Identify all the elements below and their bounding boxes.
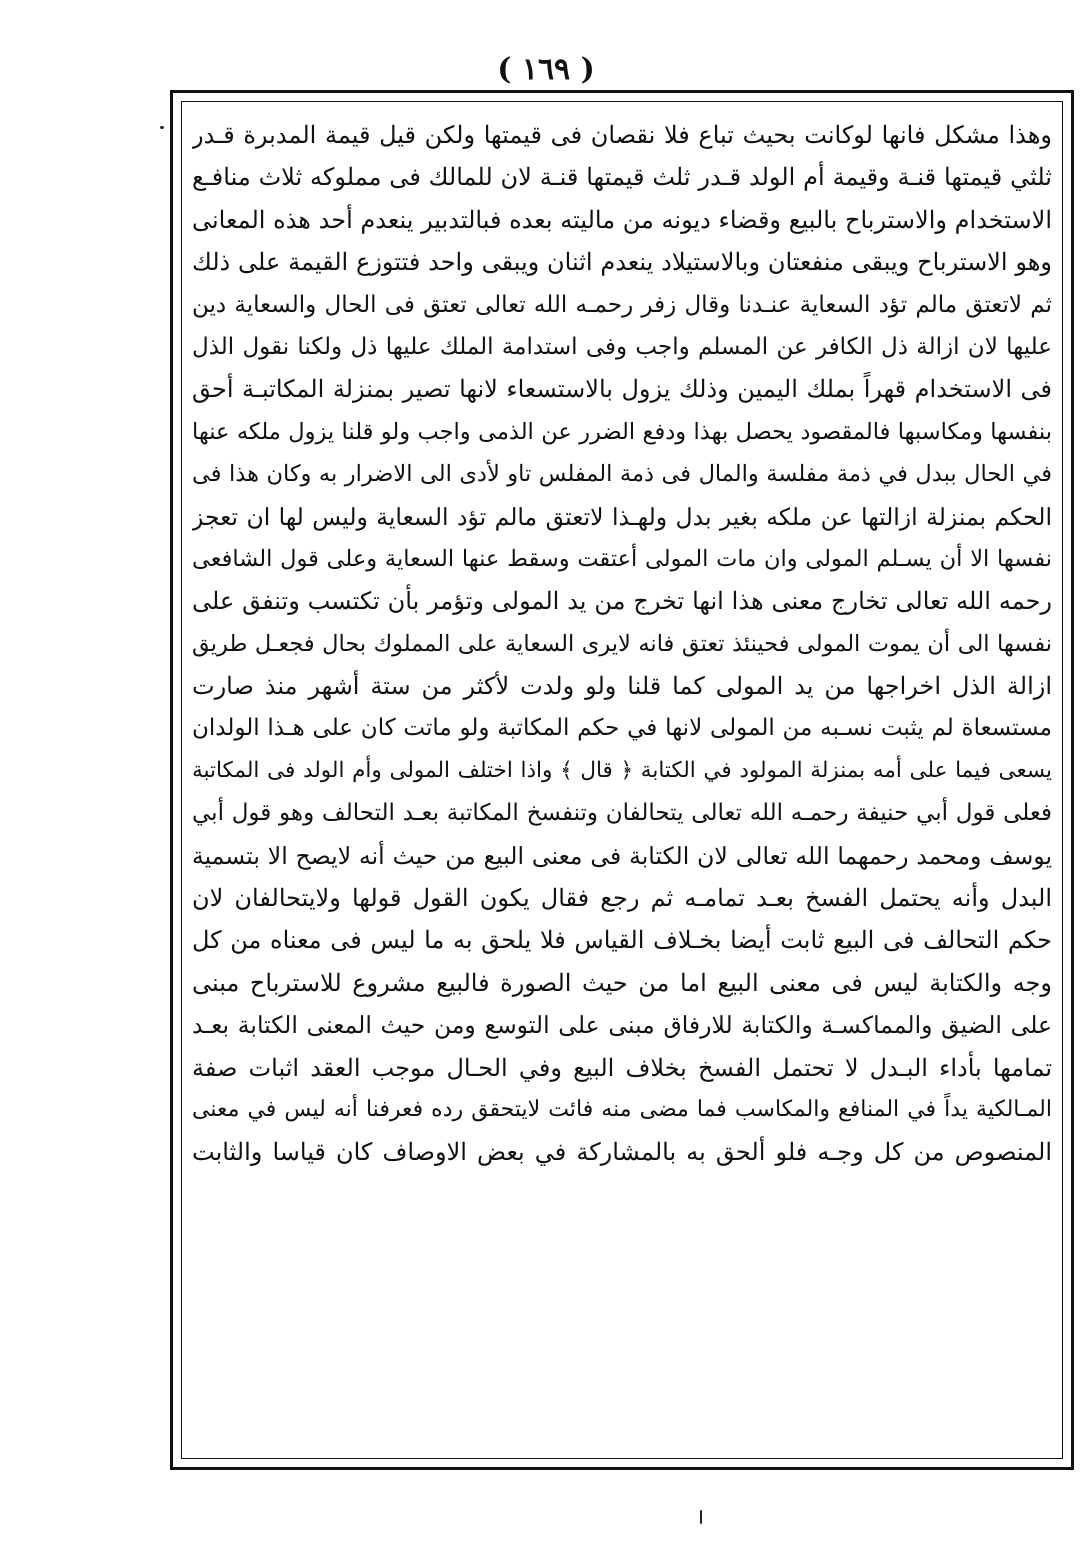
text-line-2: ثلثي قيمتها قنـة وقيمة أم الولد قـدر ثلث قيمتها قنـة لان للمالك فى مملوكه ثلاث منافـع (192, 163, 1052, 192)
text-line-21: وجه والكتابة ليس فى معنى البيع اما من حيث الصورة فالبيع مشروع للاسترباح مبنى (192, 968, 1052, 997)
text-line-11: نفسها الا أن يسـلم المولى وان مات المولى أعتقت وسقط عنها السعاية وعلى قول الشافعى (192, 545, 1052, 572)
text-line-20: حكم التحالف فى البيع ثابت أيضا بخـلاف القياس فلا يلحق به ما ليس فى معناه من كل (192, 926, 1052, 955)
text-line-17: فعلى قول أبي حنيفة رحمـه الله تعالى يتحالفان وتنفسخ المكاتبة بعـد التحالف وهو قول أبي (192, 800, 1052, 827)
body-text (192, 114, 1052, 1174)
text-line-12: رحمه الله تعالى تخارج معنى هذا انها تخرج من يد المولى وتؤمر بأن تكتسب وتنفق على (192, 587, 1052, 616)
text-line-4: وهو الاسترباح ويبقى منفعتان وبالاستيلاد ينعدم اثنان ويبقى واحد فتتوزع القيمة على ذلك (192, 248, 1052, 277)
text-line-3: الاستخدام والاسترباح بالبيع وقضاء ديونه من ماليته بعده فبالتدبير ينعدم أحد هذه المعانى (192, 205, 1052, 234)
text-line-5: ثم لاتعتق مالم تؤد السعاية عنـدنا وقال زفر رحمـه الله تعالى تعتق فى الحال والسعاية دين (192, 291, 1052, 318)
text-line-25: المنصوص من كل وجـه فلو ألحق به بالمشاركة في بعض الاوصاف كان قياسا والثابت (192, 1138, 1052, 1167)
text-line-23: تمامها بأداء البـدل لا تحتمل الفسخ بخلاف البيع وفي الحـال موجب العقد اثبات صفة (192, 1053, 1052, 1082)
text-line-16: يسعى فيما على أمه بمنزلة المولود في الكتابة ﴿ قال ﴾ واذا اختلف المولى وأم الولد فى المكاتبة (192, 757, 1052, 783)
text-line-18: يوسف ومحمد رحمهما الله تعالى لان الكتابة فى معنى البيع من حيث أنه لايصح الا بتسمية (192, 841, 1052, 870)
text-line-14: ازالة الذل اخراجها من يد المولى كما قلنا ولو ولدت لأكثر من ستة أشهر منذ صارت (192, 672, 1052, 701)
text-line-7: فى الاستخدام قهراً بملك اليمين وذلك يزول بالاستسعاء لانها تصير بمنزلة المكاتبـة أحق (192, 375, 1052, 404)
text-line-8: بنفسها ومكاسبها فالمقصود يحصل بهذا ودفع الضرر عن الذمى واجب ولو قلنا يزول ملكه عنها (192, 418, 1052, 445)
text-line-1: وهذا مشكل فانها لوكانت بحيث تباع فلا نقصان فى قيمتها ولكن قيل قيمة المدبرة قـدر (192, 121, 1052, 149)
text-line-22: على الضيق والمماكسـة والكتابة للارفاق مبنى على التوسع ومن حيث المعنى الكتابة بعـد (192, 1011, 1052, 1040)
text-line-13: نفسها الى أن يموت المولى فحينئذ تعتق فانه لايرى السعاية على المملوك بحال فجعـل طريق (192, 630, 1052, 657)
text-line-19: البدل وأنه يحتمل الفسخ بعـد تمامـه ثم رجع فقال يكون القول قولها ولايتحالفان لان (192, 884, 1052, 913)
scan-speck (160, 126, 164, 129)
text-line-10: الحكم بمنزلة ازالتها عن ملكه بغير بدل ولهـذا لاتعتق مالم تؤد السعاية وليس لها ان تعجز (192, 502, 1052, 531)
page-number: ( ١٦٩ ) (497, 52, 595, 87)
text-line-24: المـالكية يداً في المنافع والمكاسب فما مضى منه فائت لايتحقق رده فعرفنا أنه ليس في معنى (192, 1096, 1052, 1122)
text-line-15: مستسعاة لم يثبت نسـبه من المولى لانها في حكم المكاتبة ولو ماتت كان على هـذا الولدان (192, 715, 1052, 742)
scan-mark (700, 1510, 702, 1524)
text-line-9: في الحال ببدل في ذمة مفلسة والمال فى ذمة المفلس تاو لأدى الى الاضرار به وكان هذا فى (192, 461, 1052, 488)
text-line-6: عليها لان ازالة ذل الكافر عن المسلم واجب وفى استدامة الملك عليها ذل ولكنا نقول الذل (192, 333, 1052, 360)
